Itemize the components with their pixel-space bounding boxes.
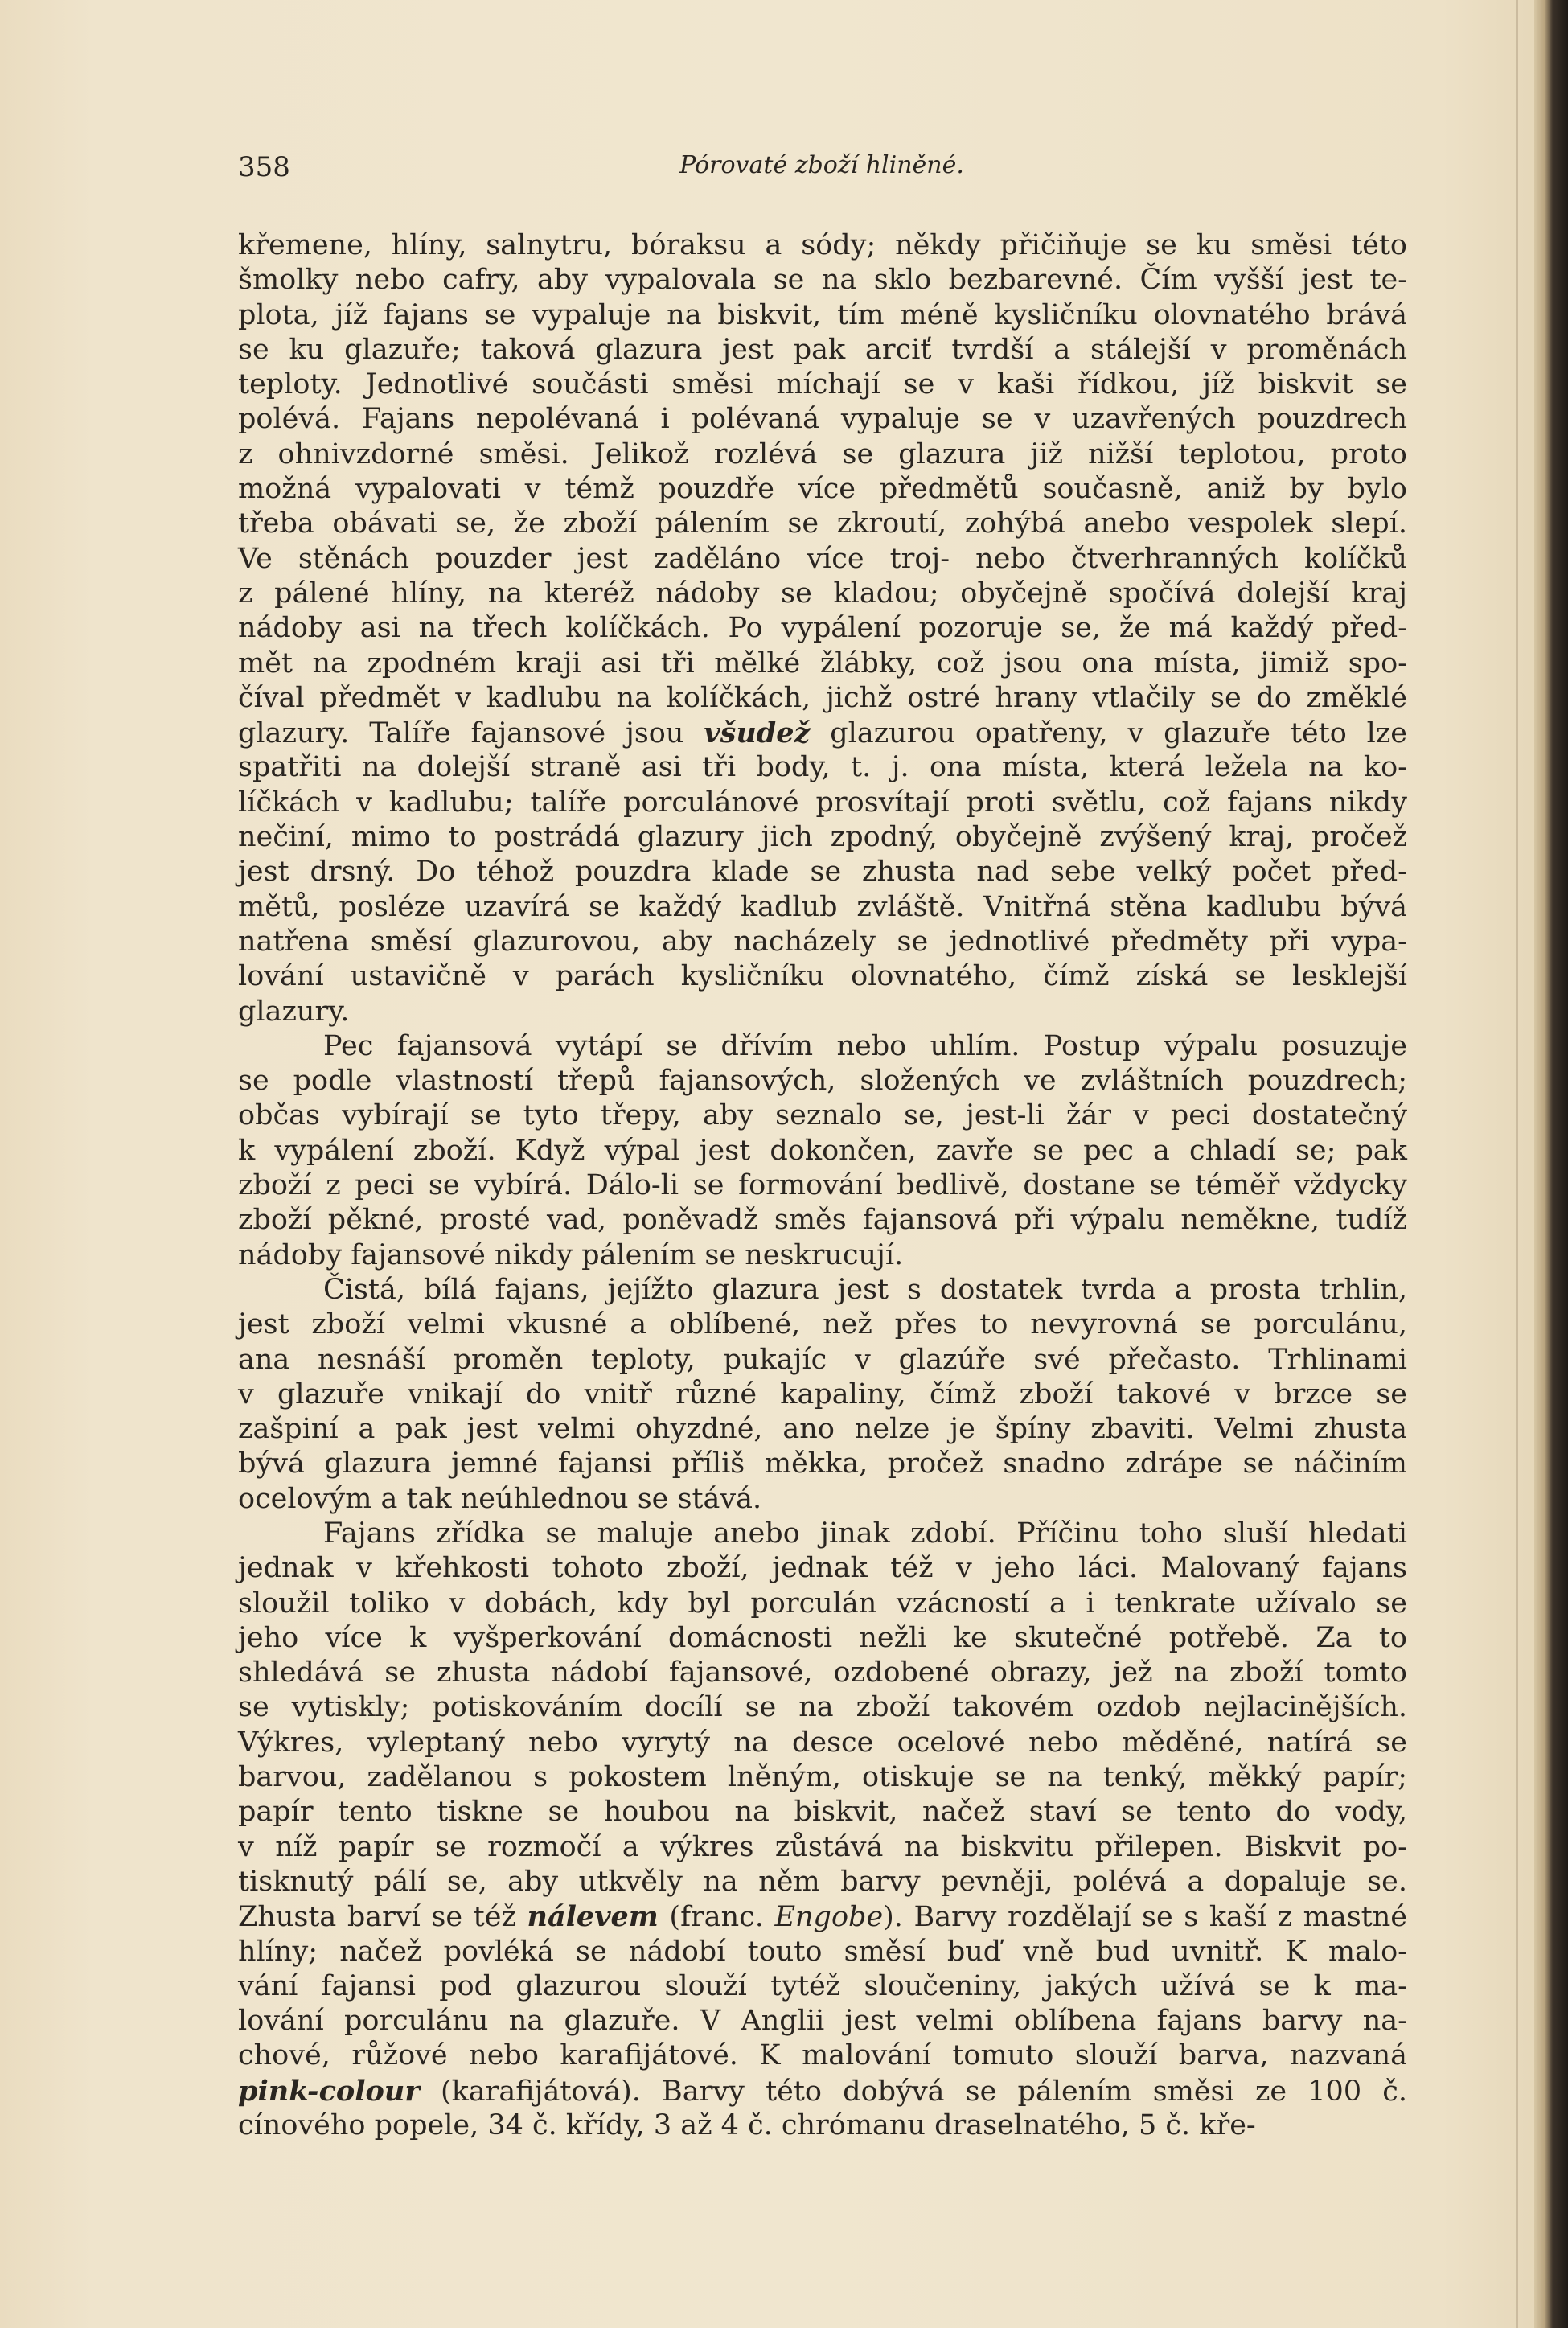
text-line: papír tento tiskne se houbou na biskvit, načež staví se tento do vody, [238, 1796, 1407, 1829]
text-line: Zhusta barví se též nálevem (franc. Engobe). Barvy rozdělají se s kaší z mastné [238, 1900, 1407, 1934]
text-line: natřena směsí glazurovou, aby nacházely se jednotlivé předměty při vypa- [238, 925, 1407, 958]
page-number: 358 [238, 151, 290, 183]
text-line: nádoby fajansové nikdy pálením se neskrucují. [238, 1238, 904, 1271]
text-line: možná vypalovati v témž pouzdře více předmětů současně, aniž by bylo [238, 473, 1407, 506]
text-line: lování porculánu na glazuře. V Anglii jest velmi oblíbena fajans barvy na- [238, 2005, 1407, 2038]
text-line: nečiní, mimo to postrádá glazury jich zpodný, obyčejně zvýšený kraj, pročež [238, 821, 1407, 854]
text-line: zboží z peci se vybírá. Dálo-li se formování bedlivě, dostane se téměř vždycky [238, 1169, 1407, 1202]
text-line: v glazuře vnikají do vnitř různé kapaliny, čímž zboží takové v brzce se [238, 1378, 1407, 1410]
text-line: jednak v křehkosti tohoto zboží, jednak též v jeho láci. Malovaný fajans [238, 1552, 1407, 1585]
text-line: mětů, posléze uzavírá se každý kadlub zvláště. Vnitřná stěna kadlubu bývá [238, 890, 1407, 923]
text-line: se podle vlastností třepů fajansových, složených ve zvláštních pouzdrech; [238, 1065, 1407, 1098]
text-line: ocelovým a tak neúhlednou se stává. [238, 1482, 762, 1515]
text-line: ana nesnáší proměn teploty, pukajíc v glazúře své přečasto. Trhlinami [238, 1343, 1407, 1376]
text-line: třeba obávati se, že zboží pálením se zkroutí, zohýbá anebo vespolek slepí. [238, 507, 1407, 540]
text-line: nádoby asi na třech kolíčkách. Po vypálení pozoruje se, že má každý před- [238, 612, 1407, 645]
text-line: Fajans zřídka se maluje anebo jinak zdobí. Příčinu toho sluší hledati [323, 1517, 1407, 1550]
text-line: plota, jíž fajans se vypaluje na biskvit, tím méně kysličníku olovnatého brává [238, 298, 1407, 331]
book-binding-edge [1534, 0, 1568, 2328]
text-line: z pálené hlíny, na kteréž nádoby se kladou; obyčejně spočívá dolejší kraj [238, 577, 1407, 610]
text-line: zboží pěkné, prosté vad, poněvadž směs fajansová při výpalu neměkne, tudíž [238, 1204, 1407, 1237]
text-line: šmolky nebo cafry, aby vypalovala se na sklo bezbarevné. Čím vyšší jest te- [238, 264, 1407, 297]
text-line: vání fajansi pod glazurou slouží tytéž sloučeniny, jakých užívá se k ma- [238, 1969, 1407, 2002]
text-line: Pec fajansová vytápí se dřívím nebo uhlím. Postup výpalu posuzuje [323, 1029, 1407, 1062]
text-line: číval předmět v kadlubu na kolíčkách, jichž ostré hrany vtlačily se do změklé [238, 681, 1407, 714]
text-line: křemene, hlíny, salnytru, bóraksu a sódy; někdy přičiňuje se ku směsi této [238, 229, 1407, 261]
text-line: teploty. Jednotlivé součásti směsi míchají se v kaši řídkou, jíž biskvit se [238, 368, 1407, 401]
text-line: shledává se zhusta nádobí fajansové, ozdobené obrazy, jež na zboží tomto [238, 1657, 1407, 1690]
text-line: k vypálení zboží. Když výpal jest dokončen, zavře se pec a chladí se; pak [238, 1134, 1407, 1167]
text-line: se ku glazuře; taková glazura jest pak arciť tvrdší a stálejší v proměnách [238, 333, 1407, 366]
text-line: občas vybírají se tyto třepy, aby seznalo se, jest-li žár v peci dostatečný [238, 1099, 1407, 1132]
text-line: Výkres, vyleptaný nebo vyrytý na desce ocelové nebo měděné, natírá se [238, 1726, 1407, 1759]
text-line: zašpiní a pak jest velmi ohyzdné, ano nelze je špíny zbaviti. Velmi zhusta [238, 1413, 1407, 1446]
text-line: hlíny; načež povléká se nádobí touto směsí buď vně bud uvnitř. K malo- [238, 1935, 1407, 1968]
body-text [238, 228, 1407, 2143]
text-line: z ohnivzdorné směsi. Jelikož rozlévá se glazura již nižší teplotou, proto [238, 437, 1407, 470]
text-line: tisknutý pálí se, aby utkvěly na něm barvy pevněji, polévá a dopaluje se. [238, 1865, 1407, 1898]
italic-term: Engobe [774, 1901, 884, 1934]
page-gutter-shadow [1516, 0, 1518, 2328]
emphasized-term: všudež [704, 716, 811, 750]
text-line: Čistá, bílá fajans, jejížto glazura jest s dostatek tvrda a prosta trhlin, [323, 1273, 1407, 1306]
text-line: polévá. Fajans nepolévaná i polévaná vypaluje se v uzavřených pouzdrech [238, 403, 1407, 436]
text-line: v níž papír se rozmočí a výkres zůstává na biskvitu přilepen. Biskvit po- [238, 1830, 1407, 1863]
text-line: bývá glazura jemné fajansi příliš měkka, pročež snadno zdrápe se náčiním [238, 1447, 1407, 1480]
text-line: Ve stěnách pouzder jest zaděláno více troj- nebo čtverhranných kolíčků [238, 542, 1407, 575]
text-line: mět na zpodném kraji asi tři mělké žlábky, což jsou ona místa, jimiž spo- [238, 647, 1407, 680]
text-line: líčkách v kadlubu; talíře porculánové prosvítají proti světlu, což fajans nikdy [238, 786, 1407, 819]
page-header [238, 151, 1406, 191]
running-title: Pórovaté zboží hliněné. [679, 151, 964, 179]
text-line: spatřiti na dolejší straně asi tři body, t. j. ona místa, která ležela na ko- [238, 751, 1407, 784]
text-line: glazury. [238, 995, 350, 1028]
text-line: jeho více k vyšperkování domácnosti nežli ke skutečné potřebě. Za to [238, 1621, 1407, 1654]
text-line: glazury. Talíře fajansové jsou všudež glazurou opatřeny, v glazuře této lze [238, 716, 1407, 750]
text-line: lování ustavičně v parách kysličníku olovnatého, čímž získá se lesklejší [238, 960, 1407, 993]
emphasized-term: pink-colour [238, 2074, 420, 2108]
text-line: jest zboží velmi vkusné a oblíbené, než přes to nevyrovná se porculánu, [238, 1308, 1407, 1341]
text-line: cínového popele, 34 č. křídy, 3 až 4 č. chrómanu draselnatého, 5 č. kře- [238, 2109, 1256, 2142]
text-line: barvou, zadělanou s pokostem lněným, otiskuje se na tenký, měkký papír; [238, 1761, 1407, 1794]
text-line: pink-colour (karafijátová). Barvy této dobývá se pálením směsi ze 100 č. [238, 2074, 1407, 2108]
emphasized-term: nálevem [527, 1900, 659, 1934]
text-line: chové, růžové nebo karafijátové. K malování tomuto slouží barva, nazvaná [238, 2039, 1407, 2072]
text-line: sloužil toliko v dobách, kdy byl porculán vzácností a i tenkrate užívalo se [238, 1587, 1407, 1620]
text-line: jest drsný. Do téhož pouzdra klade se zhusta nad sebe velký počet před- [238, 856, 1407, 889]
text-line: se vytiskly; potiskováním docílí se na zboží takovém ozdob nejlacinějších. [238, 1691, 1407, 1724]
